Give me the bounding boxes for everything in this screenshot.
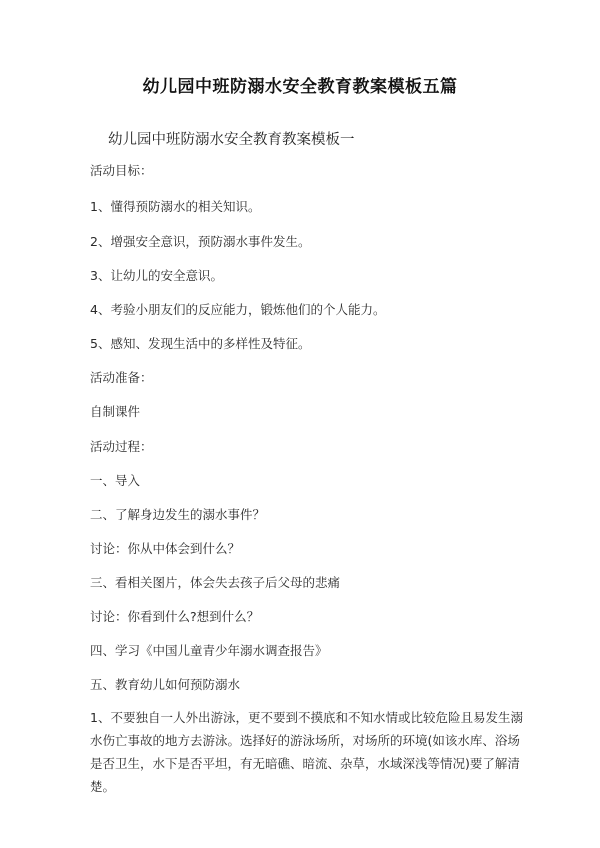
text-line: 4、考验小朋友们的反应能力，锻炼他们的个人能力。 [90, 302, 386, 317]
body-paragraph: 1、不要独自一人外出游泳，更不要到不摸底和不知水情或比较危险且易发生溺水伤亡事故的地方去游泳。选择好的游泳场所，对场所的环境(如该水库、浴场是否卫生，水下是否平坦，有无暗礁、暗流、杂草，水域深浅等情况)要了解清楚。 [90, 710, 523, 794]
text-line: 2、增强安全意识，预防溺水事件发生。 [90, 234, 311, 249]
text-line: 活动准备： [90, 370, 153, 385]
text-line: 讨论：你从中体会到什么？ [90, 541, 241, 556]
text-line: 自制课件 [90, 404, 141, 419]
text-line: 二、了解身边发生的溺水事件？ [90, 507, 266, 522]
text-line: 讨论：你看到什么?想到什么？ [90, 609, 260, 624]
text-line: 5、感知、发现生活中的多样性及特征。 [90, 336, 311, 351]
section-heading: 幼儿园中班防溺水安全教育教案模板一 [108, 132, 355, 148]
text-line: 活动过程： [90, 439, 153, 454]
text-line: 3、让幼儿的安全意识。 [90, 268, 223, 283]
text-line: 活动目标： [90, 163, 153, 178]
text-line: 一、导入 [90, 473, 141, 488]
text-line: 1、懂得预防溺水的相关知识。 [90, 199, 261, 214]
document-title: 幼儿园中班防溺水安全教育教案模板五篇 [142, 77, 458, 97]
text-line: 五、教育幼儿如何预防溺水 [90, 677, 241, 692]
text-line: 三、看相关图片，体会失去孩子后父母的悲痛 [90, 575, 341, 590]
text-line: 四、学习《中国儿童青少年溺水调查报告》 [90, 643, 328, 658]
